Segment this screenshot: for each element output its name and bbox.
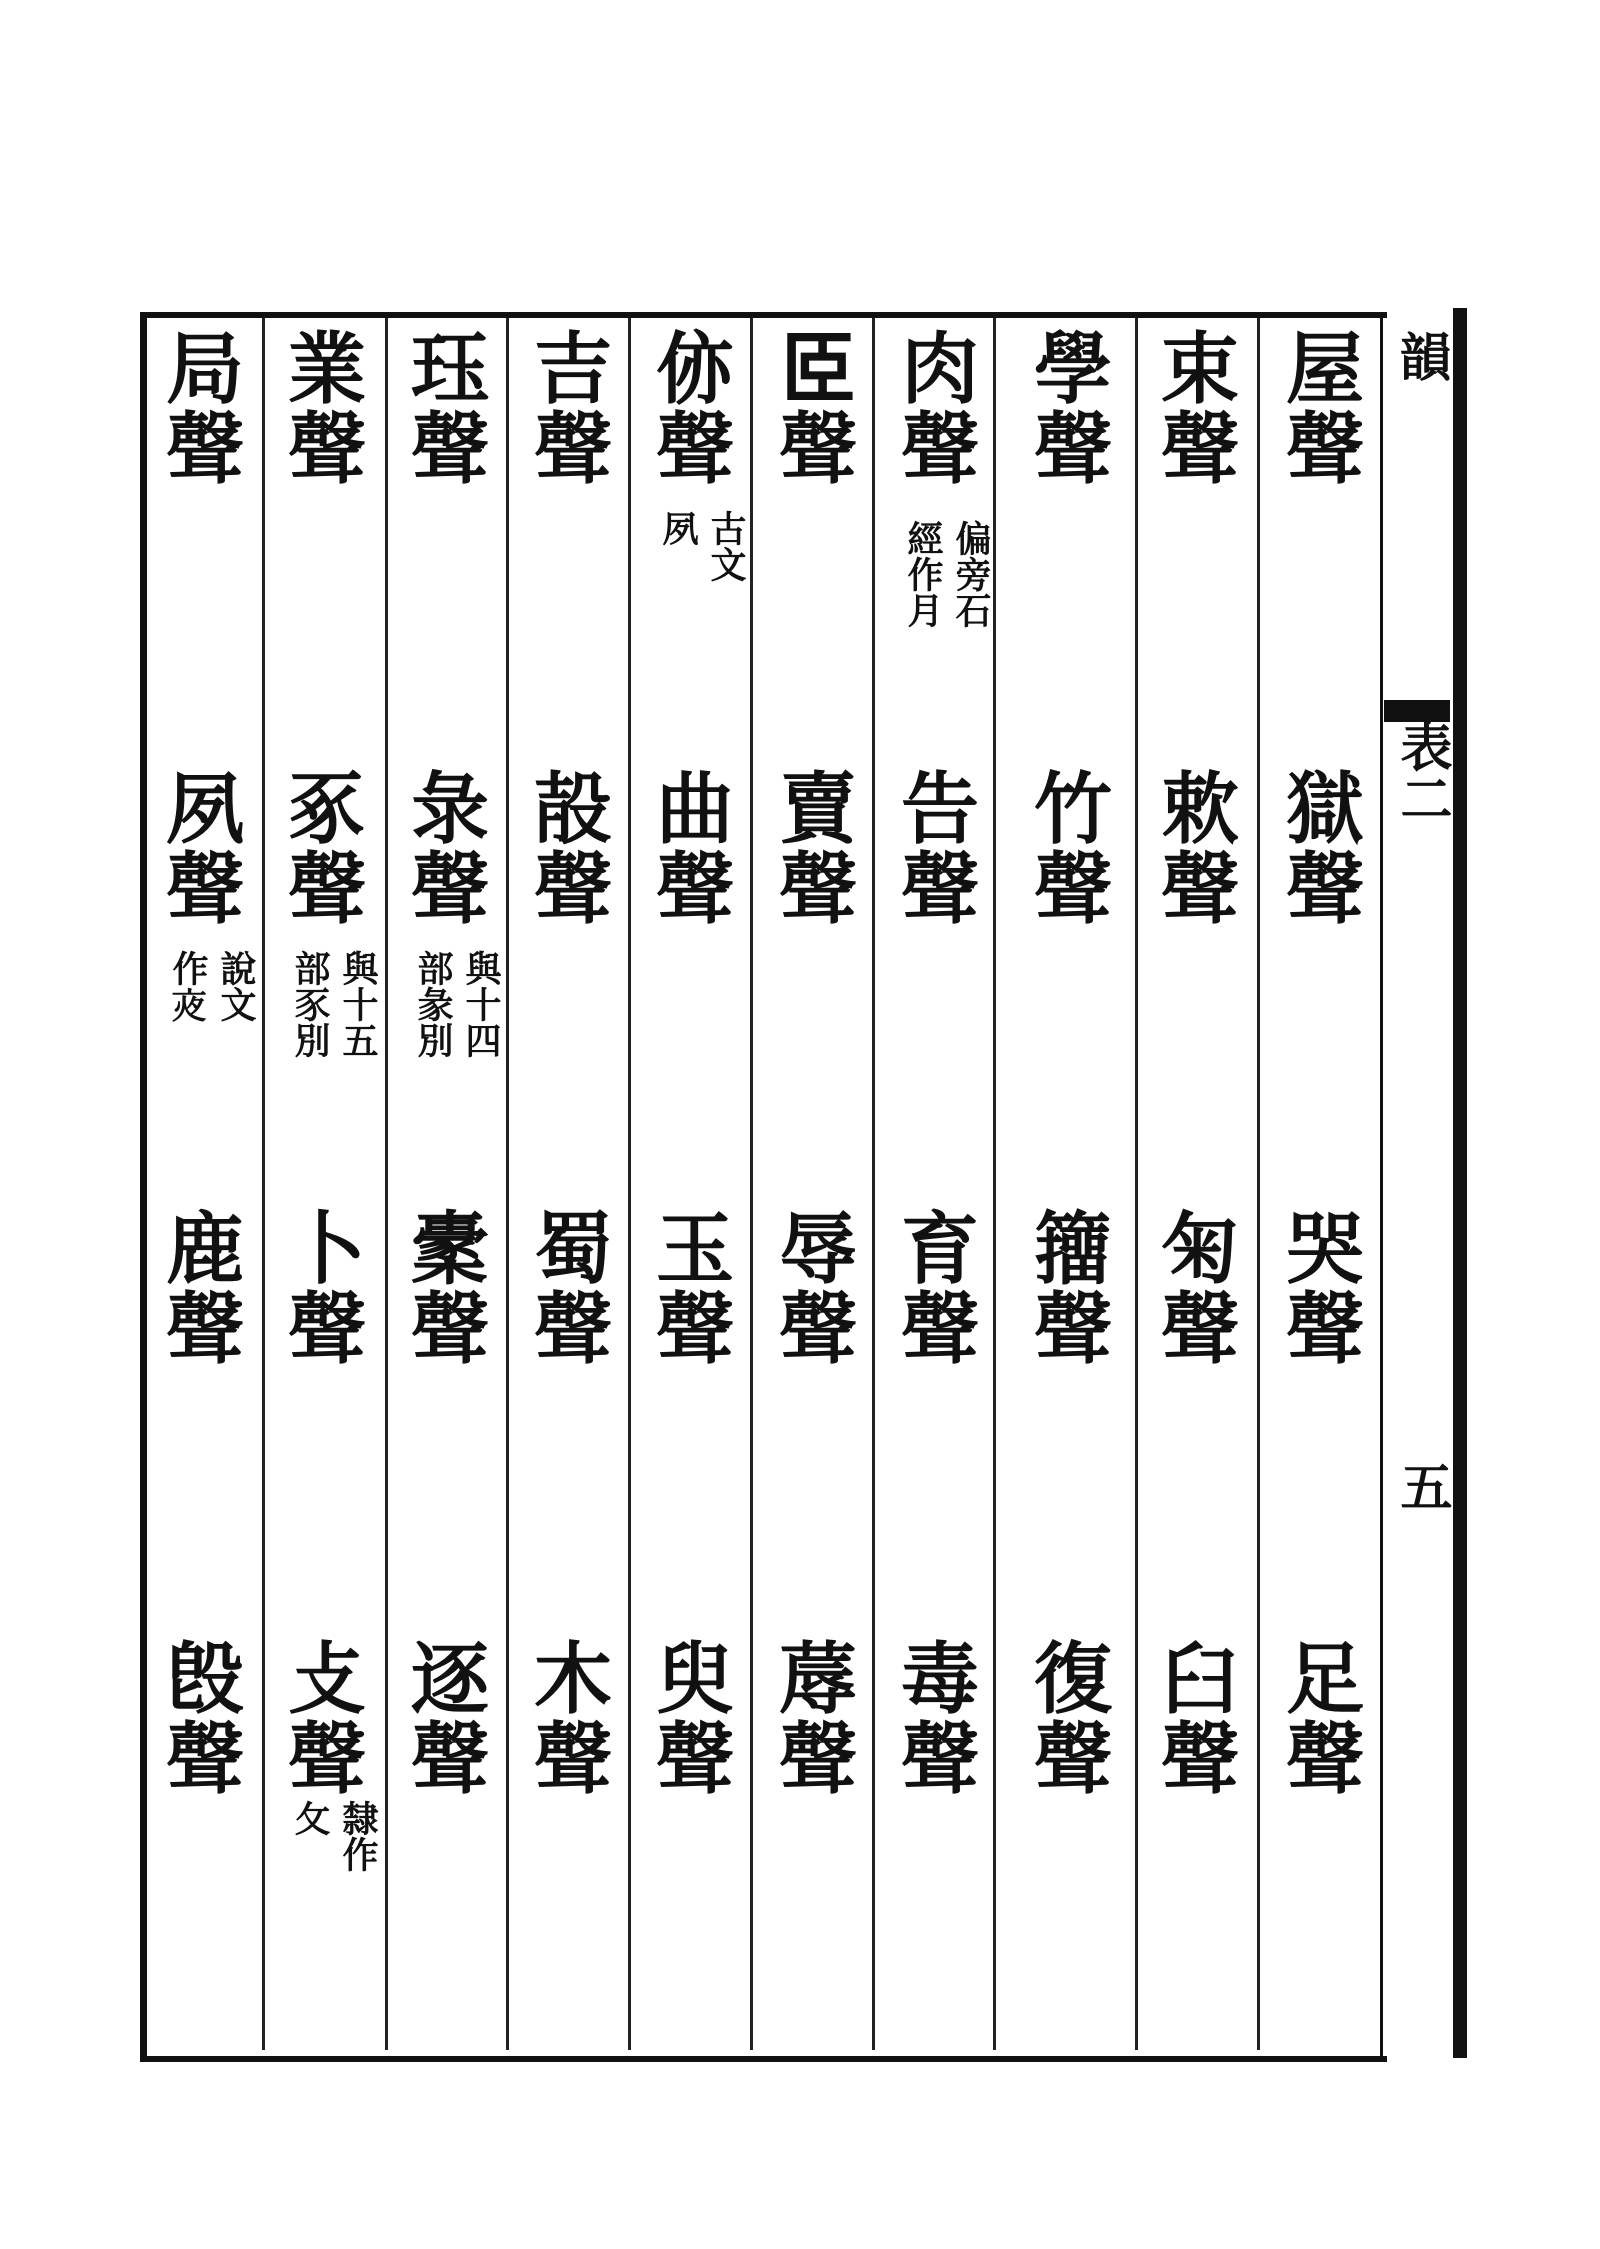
margin-volume: 表二 xyxy=(1391,720,1452,824)
annotation-right: 偏旁石 xyxy=(950,520,992,628)
entry: 哭 聲 xyxy=(1285,1204,1364,1375)
entry: 屋 聲 xyxy=(1285,324,1364,495)
annotation-right: 說文 xyxy=(215,950,257,1022)
entry: 毒 聲 xyxy=(900,1634,979,1805)
entry: 告 聲 xyxy=(900,764,979,935)
text-column xyxy=(272,324,382,2030)
entry: 㑊 聲 xyxy=(655,324,734,495)
entry: 𦣞 聲 xyxy=(778,324,857,495)
entry: 肉 聲 xyxy=(900,324,979,495)
annotation-right: 隸作 xyxy=(337,1800,379,1872)
entry: 玉 聲 xyxy=(655,1204,734,1375)
entry: 匊 聲 xyxy=(1160,1204,1239,1375)
annotation-left: 夙 xyxy=(657,510,699,546)
center-margin xyxy=(1380,312,1456,2056)
column-rule xyxy=(750,318,753,2050)
entry: 獄 聲 xyxy=(1285,764,1364,935)
entry: 珏 聲 xyxy=(410,324,489,495)
margin-title: 韻 xyxy=(1390,330,1451,382)
annotation-left: 經作月 xyxy=(902,520,944,628)
column-rule xyxy=(262,318,265,2050)
annotation-right: 與十五 xyxy=(337,950,379,1058)
column-rule xyxy=(506,318,509,2050)
entry: 臾 聲 xyxy=(655,1634,734,1805)
entry: 育 聲 xyxy=(900,1204,979,1375)
text-column xyxy=(763,324,873,2030)
entry: 𣪘 聲 xyxy=(165,1634,244,1805)
margin-page-number: 五 xyxy=(1391,1460,1452,1512)
column-rule xyxy=(628,318,631,2050)
entry: 㯻 聲 xyxy=(410,1204,489,1375)
text-column xyxy=(395,324,505,2030)
entry: 復 聲 xyxy=(1033,1634,1112,1805)
column-rule xyxy=(1257,318,1260,2050)
entry: 夙 聲 xyxy=(165,764,244,935)
entry: 卜 聲 xyxy=(287,1204,366,1375)
entry: 束 聲 xyxy=(1160,324,1239,495)
annotation-right: 與十四 xyxy=(460,950,502,1058)
column-rule xyxy=(1135,318,1138,2050)
frame-right-border xyxy=(1453,308,1467,2058)
annotation-left: 部豕別 xyxy=(289,950,331,1058)
annotation-left: 作𡖍 xyxy=(167,950,209,1022)
annotation-left: 部彖別 xyxy=(412,950,454,1058)
annotation-left: 攵 xyxy=(289,1800,331,1836)
text-column xyxy=(640,324,750,2030)
column-rule xyxy=(385,318,388,2050)
entry: 木 聲 xyxy=(533,1634,612,1805)
entry: 足 聲 xyxy=(1285,1634,1364,1805)
entry: 逐 聲 xyxy=(410,1634,489,1805)
entry: 彔 聲 xyxy=(410,764,489,935)
entry: 學 聲 xyxy=(1033,324,1112,495)
entry: 蓐 聲 xyxy=(778,1634,857,1805)
text-column xyxy=(518,324,628,2030)
entry: 欶 聲 xyxy=(1160,764,1239,935)
entry: 局 聲 xyxy=(165,324,244,495)
entry: 㱿 聲 xyxy=(533,764,612,935)
entry: 豖 聲 xyxy=(287,764,366,935)
entry: 賣 聲 xyxy=(778,764,857,935)
entry: 籒 聲 xyxy=(1033,1204,1112,1375)
annotation-right: 古文 xyxy=(705,510,747,582)
fish-tail-mark xyxy=(1384,700,1450,722)
text-column xyxy=(885,324,995,2030)
text-column xyxy=(1145,324,1255,2030)
entry: 臼 聲 xyxy=(1160,1634,1239,1805)
entry: 攴 聲 xyxy=(287,1634,366,1805)
entry: 吉 聲 xyxy=(533,324,612,495)
entry: 蜀 聲 xyxy=(533,1204,612,1375)
entry: 辱 聲 xyxy=(778,1204,857,1375)
entry: 業 聲 xyxy=(287,324,366,495)
text-column xyxy=(1018,324,1128,2030)
entry: 鹿 聲 xyxy=(165,1204,244,1375)
entry: 竹 聲 xyxy=(1033,764,1112,935)
text-column xyxy=(150,324,260,2030)
entry: 曲 聲 xyxy=(655,764,734,935)
text-column xyxy=(1270,324,1380,2030)
